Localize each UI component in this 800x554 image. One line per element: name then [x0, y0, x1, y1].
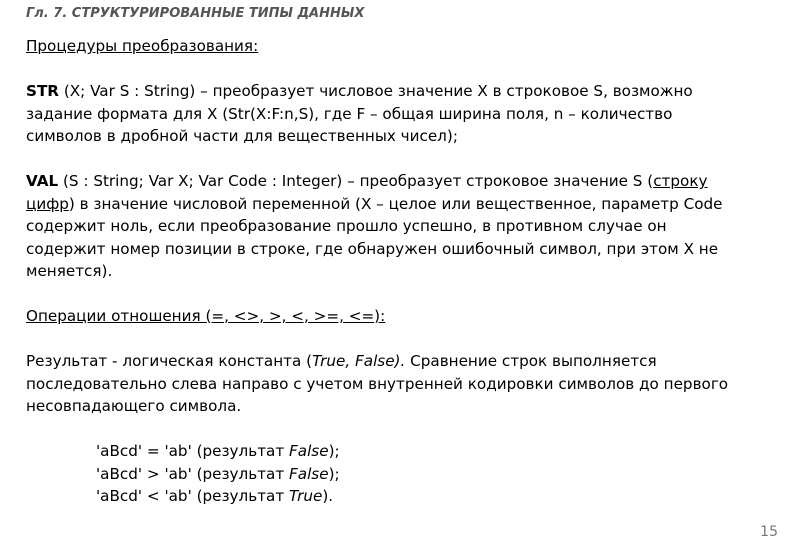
example-expression: 'aBcd' < 'ab' (результат [96, 487, 290, 505]
str-keyword: STR [26, 82, 59, 100]
examples-list [26, 440, 776, 508]
result-text-b: Сравнение строк выполняется [405, 352, 657, 370]
example-row [26, 440, 776, 463]
val-keyword: VAL [26, 172, 59, 190]
example-row [26, 463, 776, 486]
example-tail: ); [328, 464, 340, 483]
example-result: False [289, 464, 329, 483]
val-text-line4: содержит номер позиции в строке, где обнаружен ошибочный символ, при этом X не [26, 239, 719, 258]
page-number: 15 [760, 524, 778, 540]
val-text-line2: ) в значение числовой переменной (X – целое или вещественное, параметр Code [68, 194, 723, 213]
example-expression: 'aBcd' = 'ab' (результат [96, 442, 290, 460]
result-text-line2: последовательно слева направо с учетом внутренней кодировки символов до первого [26, 374, 729, 393]
example-row [26, 485, 776, 508]
section-heading-relations: Операции отношения (=, <>, >, <, >=, <=): [26, 307, 386, 325]
chapter-header: Гл. 7. СТРУКТУРИРОВАННЫЕ ТИПЫ ДАННЫХ [26, 6, 365, 21]
spacer [26, 148, 776, 171]
slide-content [26, 35, 776, 508]
val-description [26, 170, 776, 283]
str-text-line3: символов в дробной части для вещественных чисел); [26, 127, 458, 145]
result-constants: True, False). [312, 352, 406, 370]
section-heading-conversion: Процедуры преобразования: [26, 37, 259, 55]
example-tail: ). [322, 487, 334, 505]
val-text-line3: содержит ноль, если преобразование прошло успешно, в противном случае он [26, 217, 667, 235]
val-text-line5: меняется). [26, 262, 113, 280]
spacer [26, 328, 776, 351]
example-result: False [289, 442, 329, 460]
example-result: True [289, 487, 323, 505]
result-text-line3: несовпадающего символа. [26, 397, 242, 415]
str-text-line1: (X; Var S : String) – преобразует числовое значение X в строковое S, возможно [59, 82, 693, 100]
str-description [26, 80, 776, 148]
digit-string-link-part2[interactable]: цифр [26, 194, 69, 213]
result-description [26, 350, 776, 418]
digit-string-link-part1[interactable]: строку [653, 172, 708, 190]
spacer [26, 418, 776, 441]
result-text-a: Результат - логическая константа ( [26, 352, 313, 370]
val-text-line1: (S : String; Var X; Var Code : Integer) – преобразует строковое значение S ( [58, 172, 654, 190]
str-text-line2: задание формата для X (Str(X:F:n,S), где F – общая ширина поля, n – количество [26, 104, 673, 123]
example-expression: 'aBcd' > 'ab' (результат [96, 464, 290, 483]
spacer [26, 283, 776, 306]
spacer [26, 58, 776, 81]
example-tail: ); [328, 442, 340, 460]
